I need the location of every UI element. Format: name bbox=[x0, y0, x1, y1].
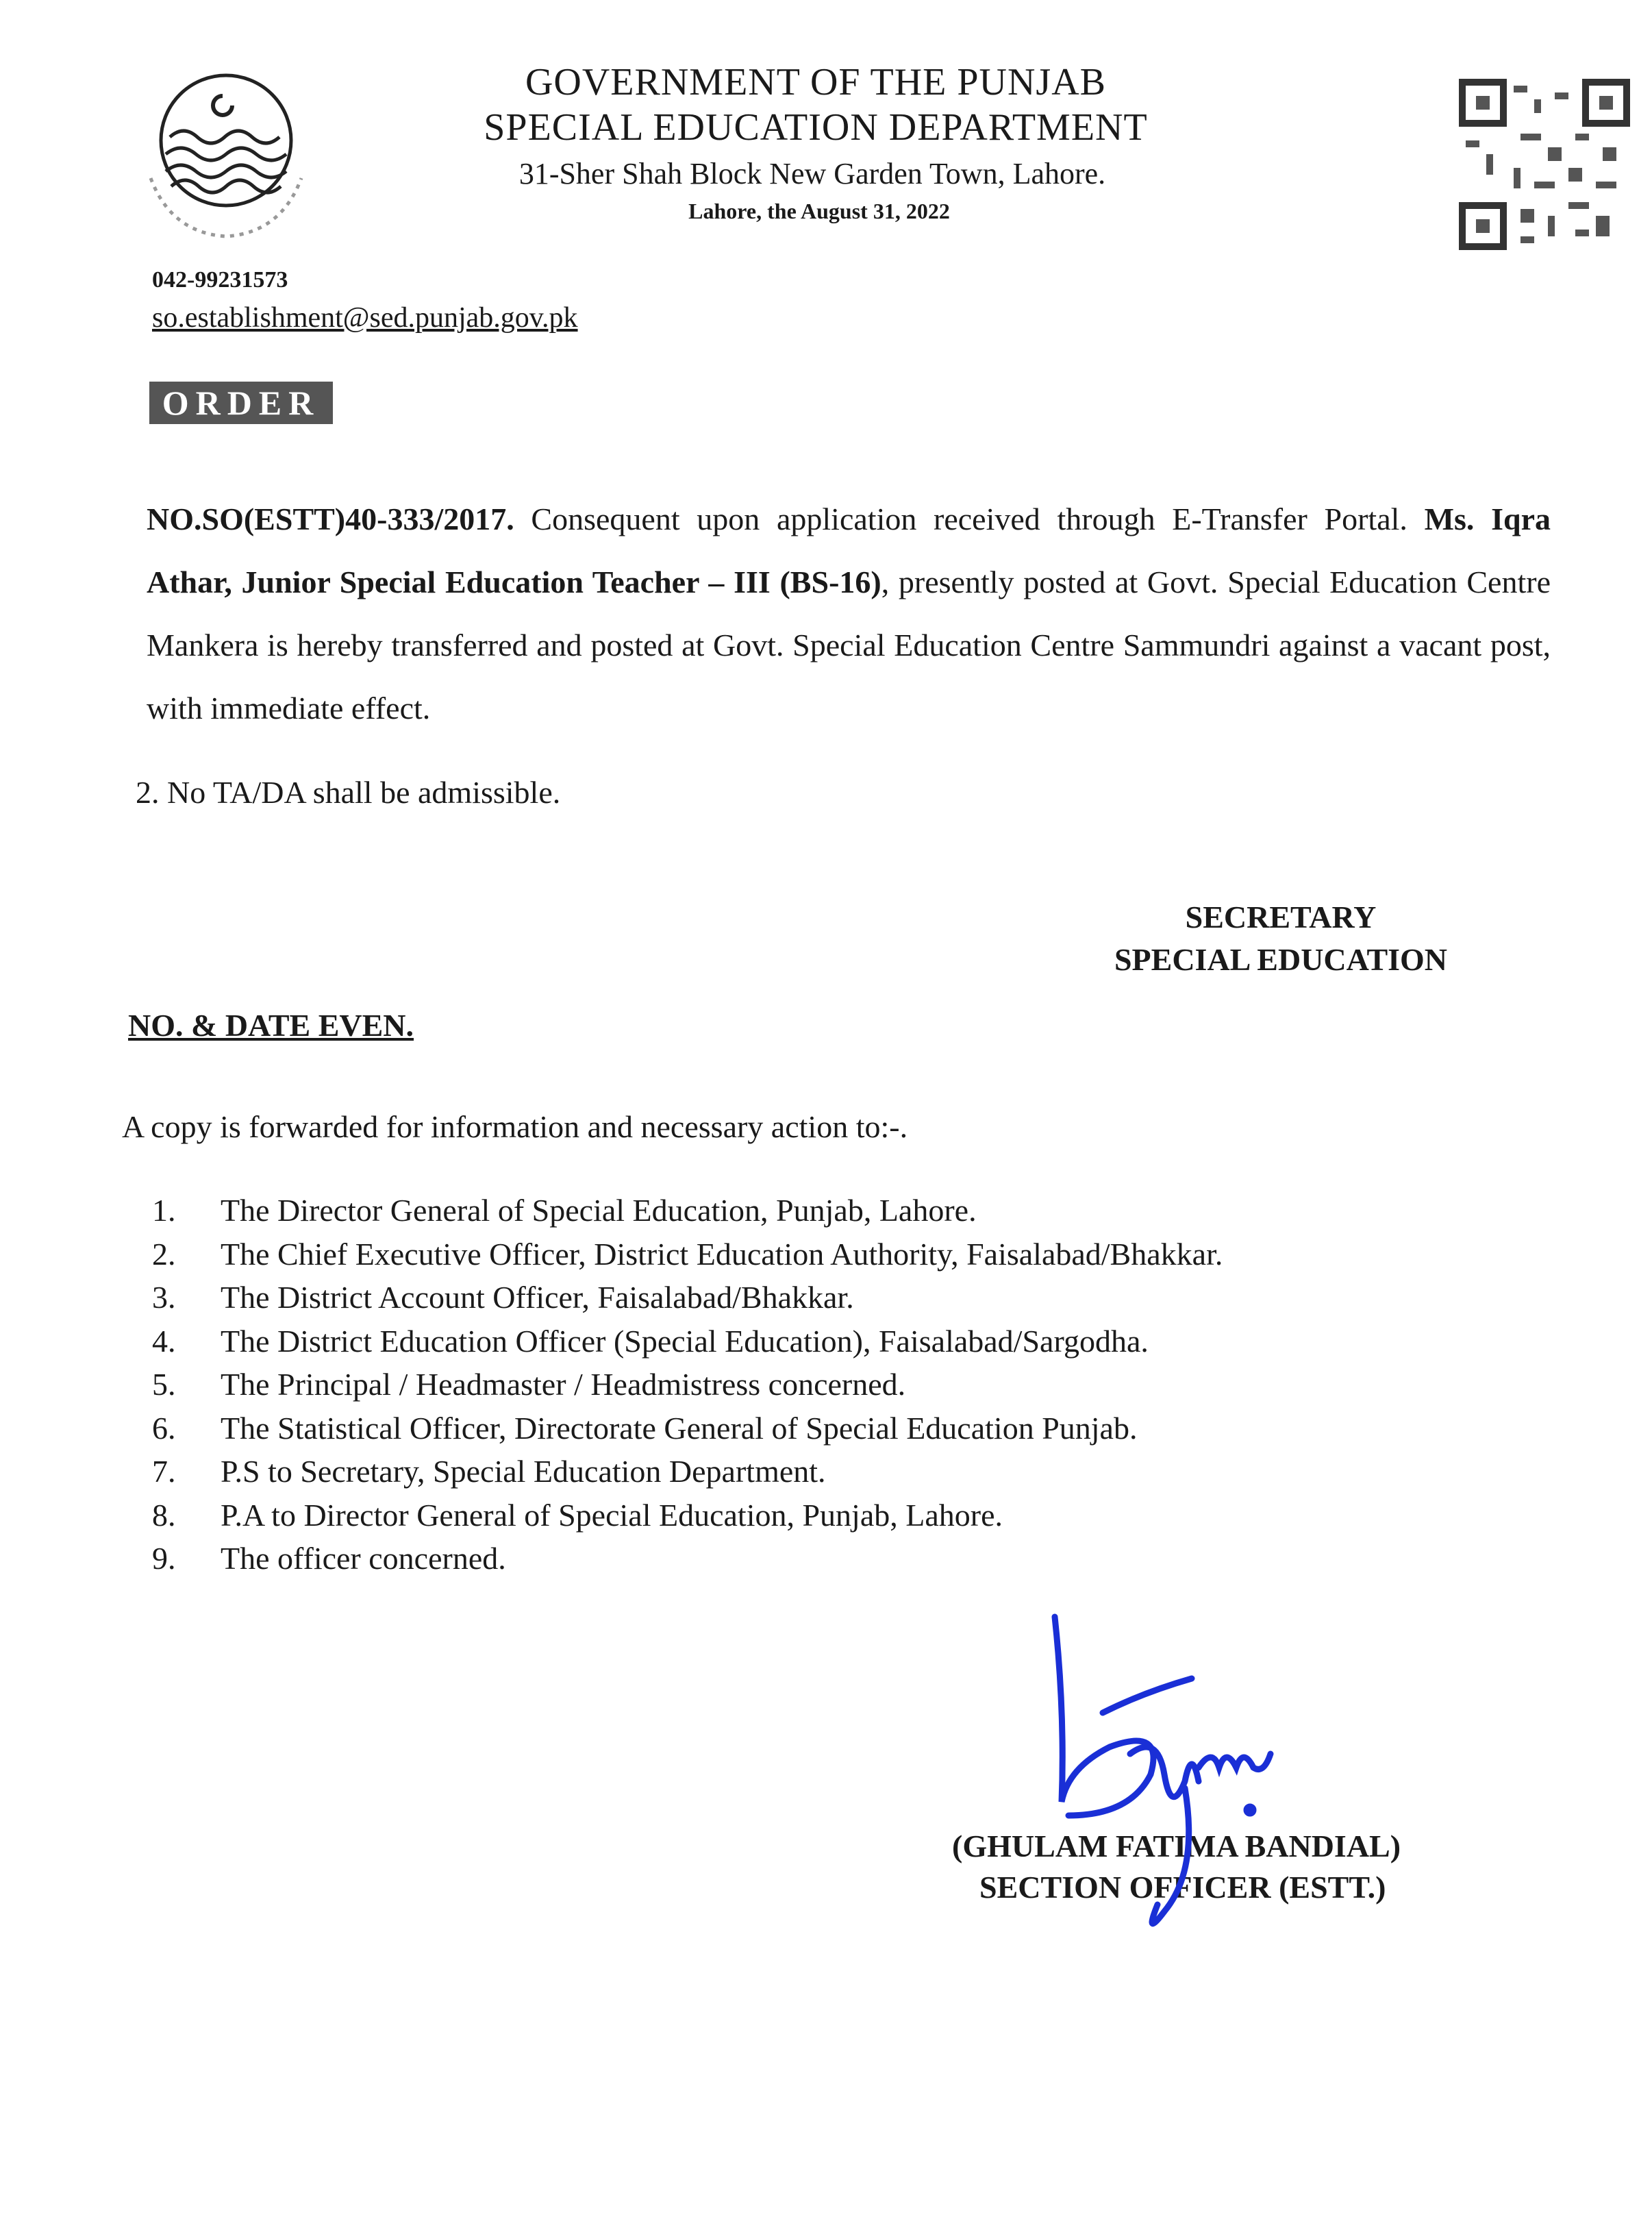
recipient-number: 4. bbox=[152, 1323, 176, 1359]
order-text-1: Consequent upon application received through E-Transfer Portal. bbox=[514, 501, 1425, 536]
order-text-2: , presently posted at Govt. Special Education Centre Mankera is hereby transferred and posted at Govt. Special Education Centre Sammundri against a vacant post, with immediate effect. bbox=[147, 565, 1551, 726]
recipient-text: The Chief Executive Officer, District Education Authority, Faisalabad/Bhakkar. bbox=[221, 1236, 1223, 1272]
secretary-title: SECRETARY bbox=[1185, 900, 1377, 934]
recipient-number: 3. bbox=[152, 1280, 176, 1315]
officer-name: Ms. Iqra Athar, Junior Special Education Teacher – III (BS-16) bbox=[147, 501, 1551, 599]
header-address: 31-Sher Shah Block New Garden Town, Lahore. bbox=[518, 157, 1106, 190]
header-department: SPECIAL EDUCATION DEPARTMENT bbox=[484, 106, 1148, 149]
signatory-title: SECTION OFFICER (ESTT.) bbox=[979, 1870, 1386, 1905]
no-date-even: NO. & DATE EVEN. bbox=[128, 1008, 414, 1043]
header-government: GOVERNMENT OF THE PUNJAB bbox=[525, 61, 1106, 103]
recipient-text: The Statistical Officer, Directorate General of Special Education Punjab. bbox=[221, 1410, 1138, 1446]
order-paragraph bbox=[147, 488, 1551, 740]
recipient-number: 5. bbox=[152, 1367, 176, 1402]
signatory-name: (GHULAM FATIMA BANDIAL) bbox=[952, 1829, 1401, 1863]
recipient-number: 6. bbox=[152, 1410, 176, 1446]
copy-intro: A copy is forwarded for information and necessary action to:-. bbox=[122, 1109, 908, 1144]
recipient-number: 1. bbox=[152, 1193, 176, 1228]
order-paragraph-2: 2. No TA/DA shall be admissible. bbox=[136, 775, 561, 810]
contact-phone: 042-99231573 bbox=[152, 267, 288, 293]
recipient-text: P.S to Secretary, Special Education Department. bbox=[221, 1454, 826, 1489]
recipient-text: The Director General of Special Education, Punjab, Lahore. bbox=[221, 1193, 977, 1228]
recipient-number: 9. bbox=[152, 1541, 176, 1576]
handwritten-signature bbox=[1027, 1610, 1315, 1953]
order-heading: ORDER bbox=[149, 382, 333, 424]
recipient-text: The District Account Officer, Faisalabad/Bhakkar. bbox=[221, 1280, 854, 1315]
recipient-item bbox=[152, 1363, 1223, 1407]
recipient-item bbox=[152, 1450, 1223, 1494]
recipient-item bbox=[152, 1233, 1223, 1276]
recipient-item bbox=[152, 1320, 1223, 1363]
secretary-department: SPECIAL EDUCATION bbox=[1114, 942, 1448, 977]
header-date: Lahore, the August 31, 2022 bbox=[688, 199, 950, 223]
recipient-text: The District Education Officer (Special Education), Faisalabad/Sargodha. bbox=[221, 1323, 1149, 1359]
recipient-number: 7. bbox=[152, 1454, 176, 1489]
recipient-text: The officer concerned. bbox=[221, 1541, 506, 1576]
secretary-block bbox=[1041, 896, 1520, 981]
recipient-item bbox=[152, 1537, 1223, 1581]
recipient-text: The Principal / Headmaster / Headmistress concerned. bbox=[221, 1367, 906, 1402]
contact-email[interactable]: so.establishment@sed.punjab.gov.pk bbox=[152, 302, 578, 334]
qr-code bbox=[1459, 79, 1630, 250]
order-reference: NO.SO(ESTT)40-333/2017. bbox=[147, 501, 514, 536]
recipient-item bbox=[152, 1407, 1223, 1450]
recipient-number: 2. bbox=[152, 1236, 176, 1272]
recipient-list bbox=[152, 1189, 1223, 1581]
recipient-text: P.A to Director General of Special Education, Punjab, Lahore. bbox=[221, 1497, 1003, 1533]
recipient-item bbox=[152, 1189, 1223, 1233]
recipient-number: 8. bbox=[152, 1497, 176, 1533]
recipient-item bbox=[152, 1276, 1223, 1320]
recipient-item bbox=[152, 1494, 1223, 1537]
